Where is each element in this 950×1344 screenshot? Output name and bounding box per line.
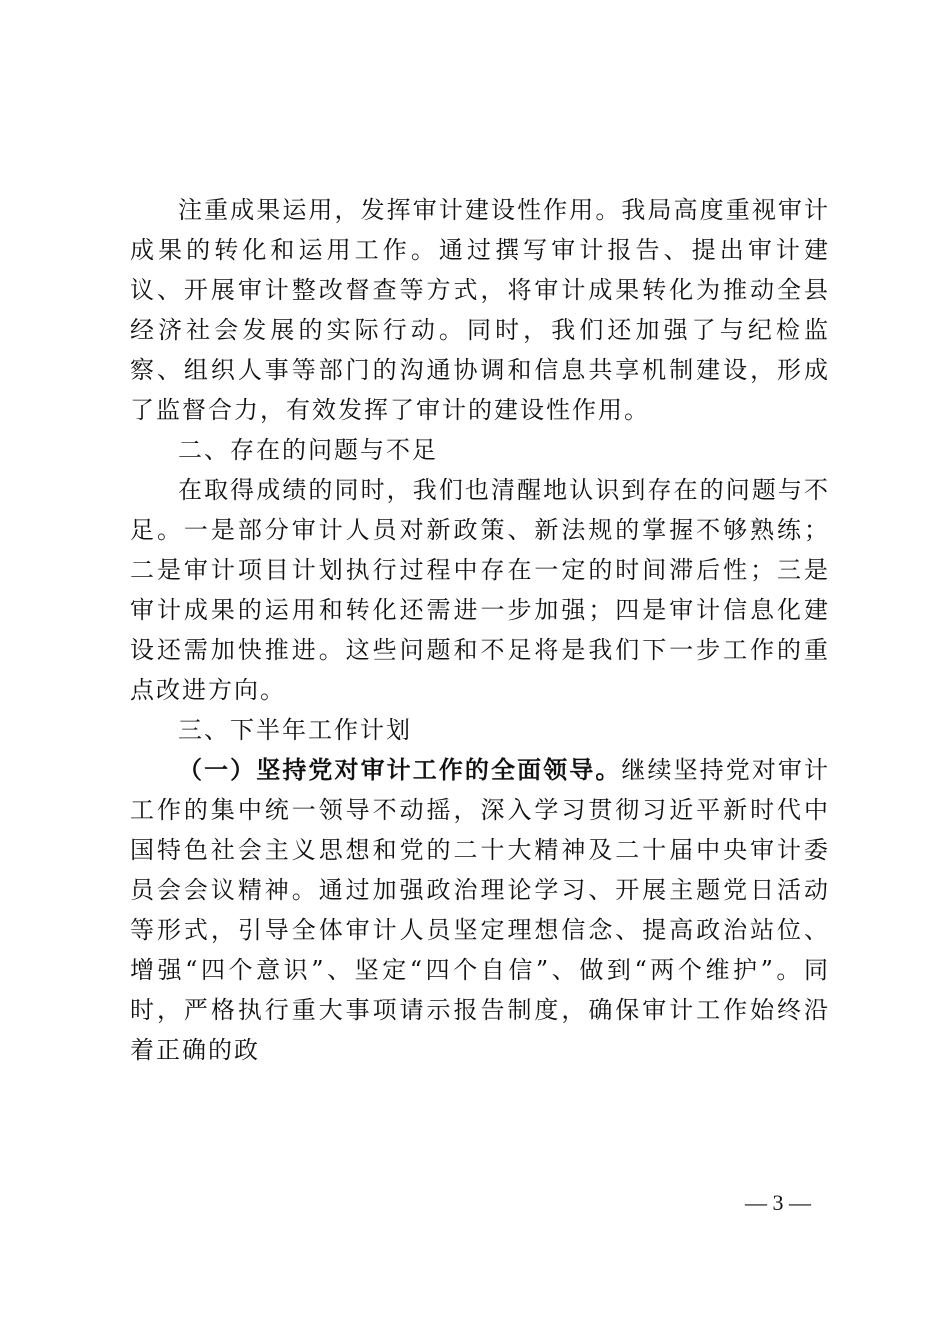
- item-one-body: 继续坚持党对审计工作的集中统一领导不动摇，深入学习贯彻习近平新时代中国特色社会主义思想和党的二十大精神及二十届中央审计委员会会议精神。通过加强政治理论学习、开展主题党日活动等形式，引导全体审计人员坚定理想信念、提高政治站位、增强“四个意识”、坚定“四个自信”、做到“两个维护”。同时，严格执行重大事项请示报告制度，确保审计工作始终沿着正确的政: [130, 756, 831, 1064]
- paragraph-item-one: [130, 750, 830, 1070]
- page-number: — 3 —: [745, 1190, 811, 1215]
- section-two-heading: 二、存在的问题与不足: [178, 436, 438, 464]
- section-three-heading: 三、下半年工作计划: [178, 716, 412, 744]
- paragraph-problems: 在取得成绩的同时，我们也清醒地认识到存在的问题与不足。一是部分审计人员对新政策、新法规的掌握不够熟练；二是审计项目计划执行过程中存在一定的时间滞后性；三是审计成果的运用和转化还需进一步加强；四是审计信息化建设还需加快推进。这些问题和不足将是我们下一步工作的重点改进方向。: [130, 476, 830, 704]
- item-one-lead: （一）坚持党对审计工作的全面领导。: [178, 755, 622, 784]
- paragraph-results: 注重成果运用，发挥审计建设性作用。我局高度重视审计成果的转化和运用工作。通过撰写审计报告、提出审计建议、开展审计整改督查等方式，将审计成果转化为推动全县经济社会发展的实际行动。同时，我们还加强了与纪检监察、组织人事等部门的沟通协调和信息共享机制建设，形成了监督合力，有效发挥了审计的建设性作用。: [130, 196, 830, 424]
- body-text: [130, 190, 830, 1070]
